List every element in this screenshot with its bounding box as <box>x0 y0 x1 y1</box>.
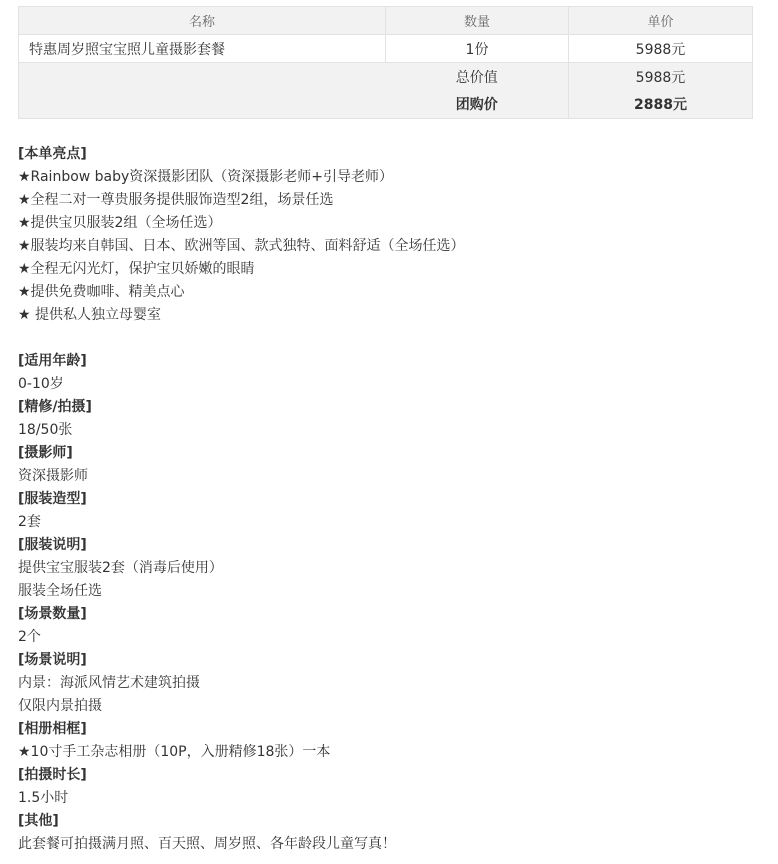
total-value-spacer <box>19 63 386 91</box>
other-heading: [其他] <box>18 813 59 829</box>
styling-value: 2套 <box>18 514 41 530</box>
table-header-row <box>19 7 753 35</box>
photographer-heading: [摄影师] <box>18 445 73 461</box>
highlight-item: ★全程无闪光灯，保护宝贝娇嫩的眼睛 <box>18 261 255 277</box>
age-value: 0-10岁 <box>18 376 64 392</box>
clothing-heading: [服装说明] <box>18 537 87 553</box>
section-spacer <box>18 327 758 350</box>
group-price-label: 团购价 <box>386 91 569 119</box>
highlights-heading: [本单亮点] <box>18 146 87 162</box>
retouch-value: 18/50张 <box>18 422 73 438</box>
duration-heading: [拍摄时长] <box>18 767 87 783</box>
highlight-item: ★Rainbow baby资深摄影团队（资深摄影老师+引导老师） <box>18 169 394 185</box>
other-value: 此套餐可拍摄满月照、百天照、周岁照、各年龄段儿童写真！ <box>18 836 396 852</box>
item-quantity: 1份 <box>386 35 569 63</box>
item-name: 特惠周岁照宝宝照儿童摄影套餐 <box>19 35 386 63</box>
scene-desc-value: 内景：海派风情艺术建筑拍摄 <box>18 675 200 691</box>
clothing-value: 服装全场任选 <box>18 583 102 599</box>
clothing-value: 提供宝宝服装2套（消毒后使用） <box>18 560 223 576</box>
group-price-row <box>19 91 753 119</box>
scene-count-heading: [场景数量] <box>18 606 87 622</box>
styling-heading: [服装造型] <box>18 491 87 507</box>
scene-desc-value: 仅限内景拍摄 <box>18 698 102 714</box>
album-heading: [相册相框] <box>18 721 87 737</box>
group-price-spacer <box>19 91 386 119</box>
total-value-label: 总价值 <box>386 63 569 91</box>
deal-description <box>18 143 758 856</box>
retouch-heading: [精修/拍摄] <box>18 399 92 415</box>
highlight-item: ★服装均来自韩国、日本、欧洲等国、款式独特、面料舒适（全场任选） <box>18 238 465 254</box>
scene-desc-heading: [场景说明] <box>18 652 87 668</box>
album-value: ★10寸手工杂志相册（10P，入册精修18张）一本 <box>18 744 331 760</box>
duration-value: 1.5小时 <box>18 790 69 806</box>
highlight-item: ★提供宝贝服装2组（全场任选） <box>18 215 222 231</box>
total-value-row <box>19 63 753 91</box>
highlight-item: ★全程二对一尊贵服务提供服饰造型2组，场景任选 <box>18 192 334 208</box>
total-value-amount: 5988元 <box>569 63 753 91</box>
header-name: 名称 <box>19 7 386 35</box>
price-table <box>18 6 753 119</box>
group-price-amount: 2888元 <box>569 91 753 119</box>
table-row <box>19 35 753 63</box>
header-quantity: 数量 <box>386 7 569 35</box>
highlight-item: ★ 提供私人独立母婴室 <box>18 307 162 323</box>
header-unit-price: 单价 <box>569 7 753 35</box>
highlight-item: ★提供免费咖啡、精美点心 <box>18 284 185 300</box>
item-unit-price: 5988元 <box>569 35 753 63</box>
photographer-value: 资深摄影师 <box>18 468 88 484</box>
scene-count-value: 2个 <box>18 629 41 645</box>
age-heading: [适用年龄] <box>18 353 87 369</box>
